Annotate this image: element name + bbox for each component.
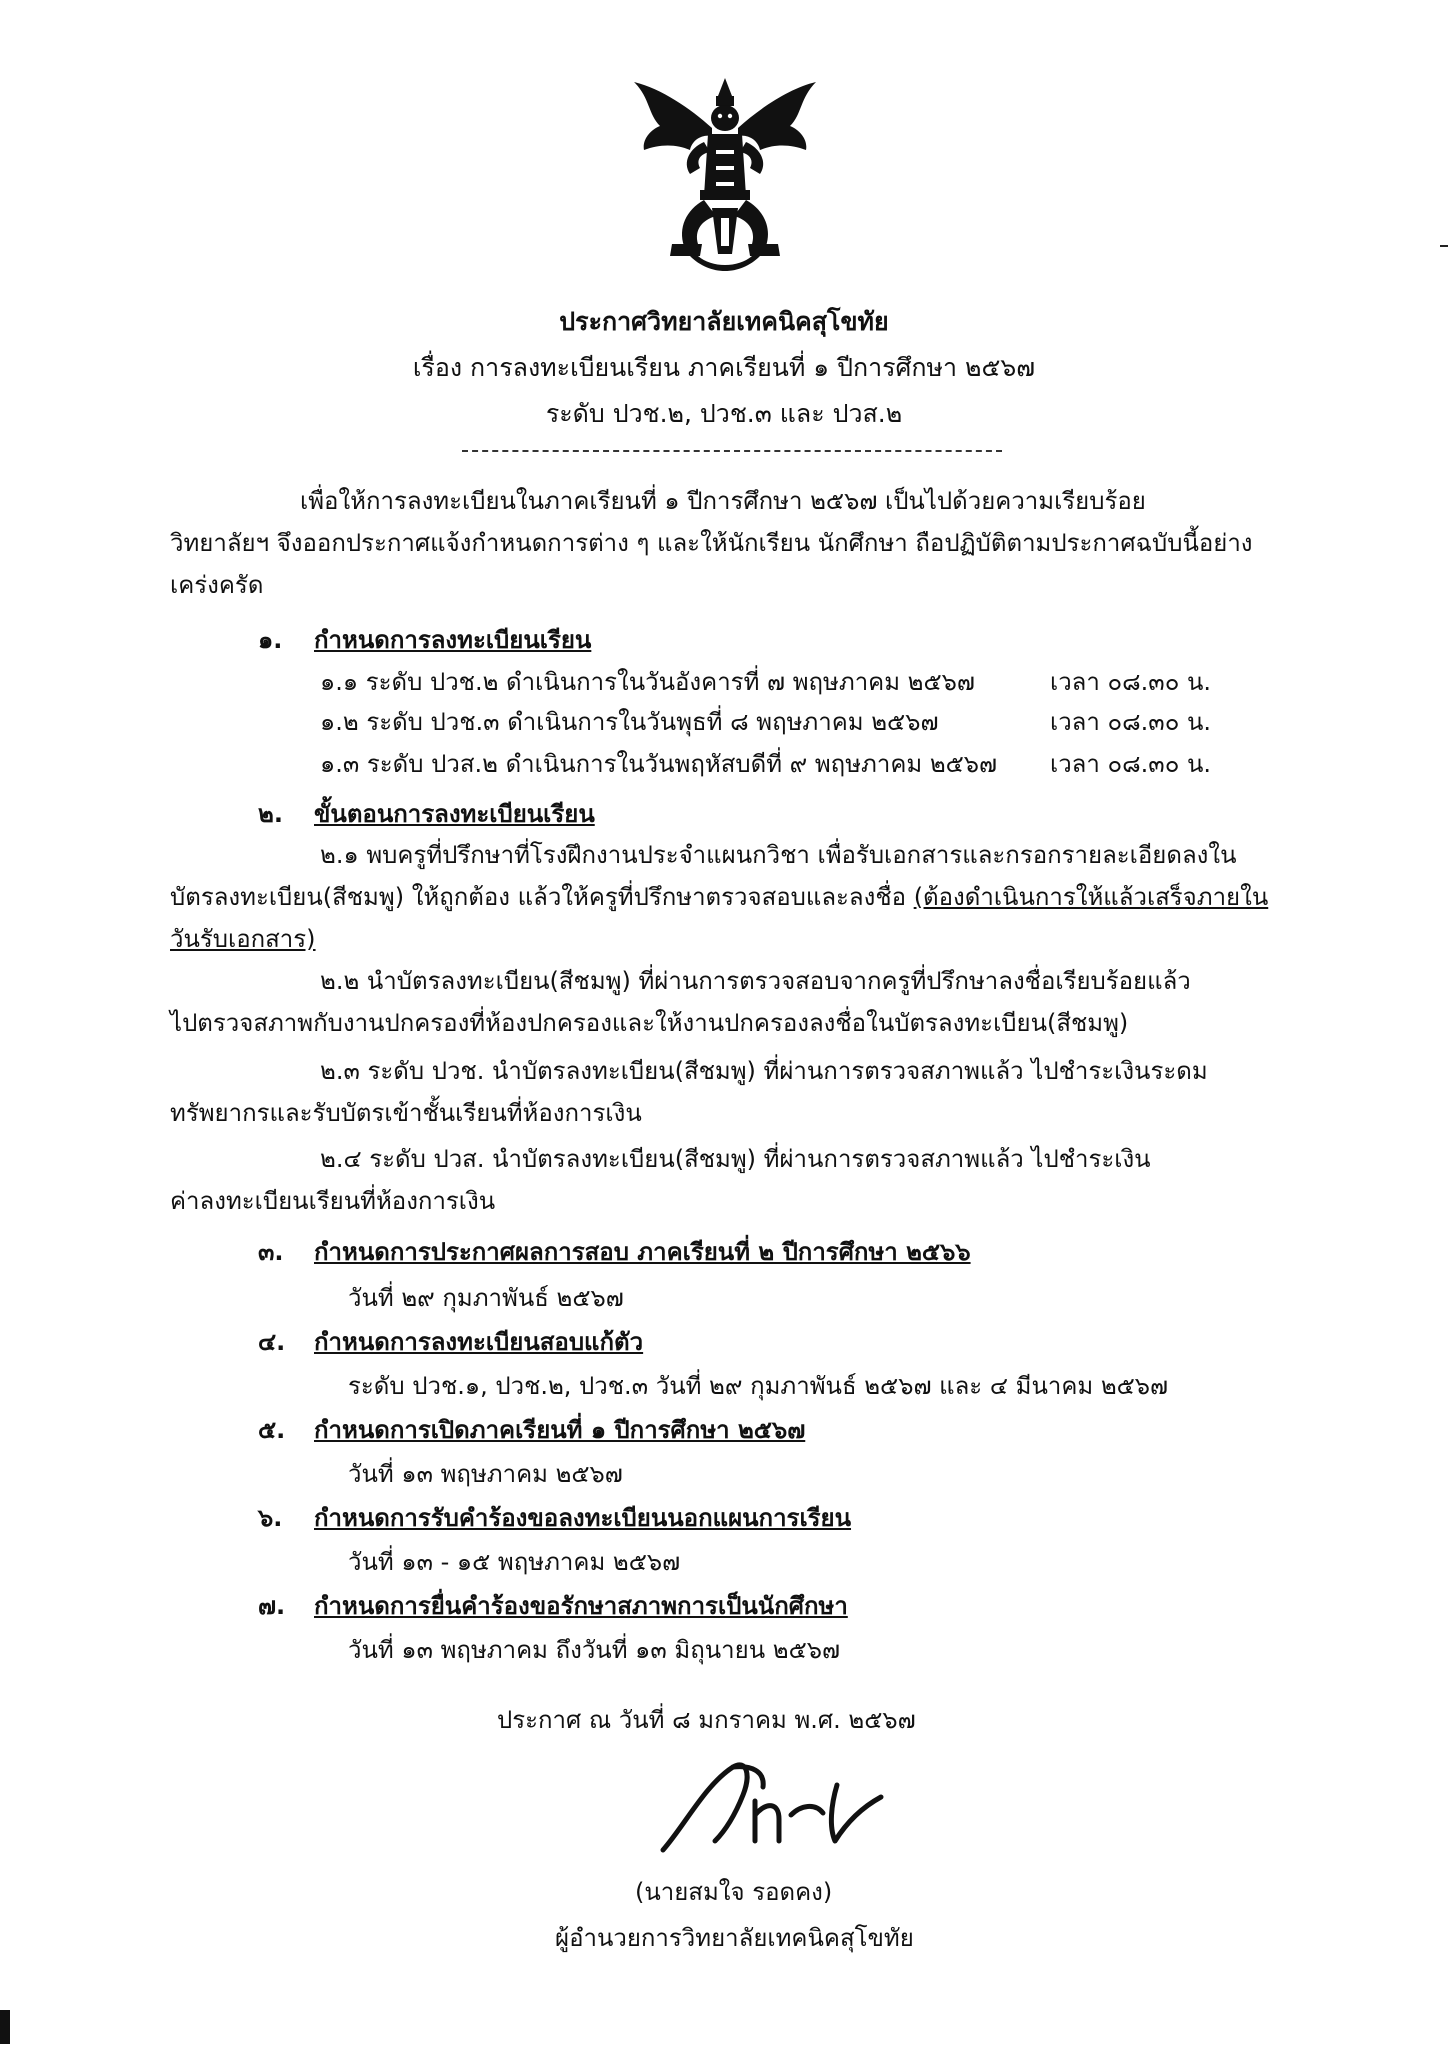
- intro-line-2: วิทยาลัยฯ จึงออกประกาศแจ้งกำหนดการต่าง ๆ และให้นักเรียน นักศึกษา ถือปฏิบัติตามประกาศฉบับนี้อย่าง: [170, 529, 1253, 557]
- director-name: (นายสมใจ รอดคง): [635, 1878, 833, 1906]
- announcement-title: ประกาศวิทยาลัยเทคนิคสุโขทัย: [559, 307, 889, 336]
- section-6-heading: [258, 1498, 851, 1537]
- announcement-subject: เรื่อง การลงทะเบียนเรียน ภาคเรียนที่ ๑ ปีการศึกษา ๒๕๖๗: [412, 353, 1036, 382]
- step-2-3-line-2: ทรัพยากรและรับบัตรเข้าชั้นเรียนที่ห้องการเงิน: [170, 1099, 642, 1127]
- step-2-1-text: บัตรลงทะเบียน(สีชมพู) ให้ถูกต้อง แล้วให้ครูที่ปรึกษาตรวจสอบและลงชื่อ: [170, 883, 914, 911]
- schedule-time-1: เวลา ๐๘.๓๐ น.: [1050, 668, 1212, 696]
- schedule-time-3: เวลา ๐๘.๓๐ น.: [1050, 750, 1212, 778]
- section-number: ๑.: [258, 626, 283, 654]
- section-5-heading: [258, 1410, 805, 1449]
- step-2-2-line-2: ไปตรวจสภาพกับงานปกครองที่ห้องปกครองและให้งานปกครองลงชื่อในบัตรลงทะเบียน(สีชมพู): [170, 1009, 1129, 1037]
- signature-icon: [655, 1745, 895, 1860]
- section-title: กำหนดการประกาศผลการสอบ ภาคเรียนที่ ๒ ปีการศึกษา ๒๕๖๖: [314, 1238, 971, 1266]
- section-title: กำหนดการรับคำร้องขอลงทะเบียนนอกแผนการเรียน: [314, 1504, 852, 1532]
- director-position: ผู้อำนวยการวิทยาลัยเทคนิคสุโขทัย: [555, 1924, 914, 1952]
- section-number: ๓.: [258, 1238, 284, 1266]
- step-2-1-line-1: ๒.๑ พบครูที่ปรึกษาที่โรงฝึกงานประจำแผนกวิชา เพื่อรับเอกสารและกรอกรายละเอียดลงใน: [320, 841, 1237, 869]
- section-2-heading: [258, 794, 595, 833]
- scan-edge-mark: [0, 2010, 10, 2044]
- step-2-4-line-2: ค่าลงทะเบียนเรียนที่ห้องการเงิน: [170, 1187, 496, 1215]
- garuda-emblem-icon: [620, 78, 830, 278]
- section-3-heading: [258, 1232, 971, 1271]
- header-divider: [462, 450, 1002, 452]
- section-3-detail: วันที่ ๒๙ กุมภาพันธ์ ๒๕๖๗: [348, 1284, 624, 1312]
- section-title: กำหนดการยื่นคำร้องขอรักษาสภาพการเป็นนักศึกษา: [314, 1592, 848, 1620]
- section-title: กำหนดการเปิดภาคเรียนที่ ๑ ปีการศึกษา ๒๕๖๗: [314, 1416, 806, 1444]
- announcement-date: ประกาศ ณ วันที่ ๘ มกราคม พ.ศ. ๒๕๖๗: [497, 1706, 916, 1734]
- section-number: ๔.: [258, 1328, 286, 1356]
- step-2-1-line-2: [170, 876, 1268, 918]
- section-title: กำหนดการลงทะเบียนเรียน: [314, 626, 592, 654]
- announcement-levels: ระดับ ปวช.๒, ปวช.๓ และ ปวส.๒: [545, 399, 903, 428]
- step-2-1-line-3: วันรับเอกสาร): [170, 925, 316, 953]
- section-6-detail: วันที่ ๑๓ - ๑๕ พฤษภาคม ๒๕๖๗: [348, 1548, 681, 1576]
- section-title: กำหนดการลงทะเบียนสอบแก้ตัว: [314, 1328, 644, 1356]
- section-4-detail: ระดับ ปวช.๑, ปวช.๒, ปวช.๓ วันที่ ๒๙ กุมภาพันธ์ ๒๕๖๗ และ ๔ มีนาคม ๒๕๖๗: [348, 1372, 1169, 1400]
- intro-line-3: เคร่งครัด: [170, 571, 264, 599]
- section-5-detail: วันที่ ๑๓ พฤษภาคม ๒๕๖๗: [348, 1460, 623, 1488]
- step-2-3-line-1: ๒.๓ ระดับ ปวช. นำบัตรลงทะเบียน(สีชมพู) ที่ผ่านการตรวจสภาพแล้ว ไปชำระเงินระดม: [320, 1057, 1208, 1085]
- intro-line-1: เพื่อให้การลงทะเบียนในภาคเรียนที่ ๑ ปีการศึกษา ๒๕๖๗ เป็นไปด้วยความเรียบร้อย: [300, 487, 1146, 515]
- step-2-4-line-1: ๒.๔ ระดับ ปวส. นำบัตรลงทะเบียน(สีชมพู) ที่ผ่านการตรวจสภาพแล้ว ไปชำระเงิน: [320, 1145, 1151, 1173]
- section-title: ขั้นตอนการลงทะเบียนเรียน: [314, 800, 595, 828]
- section-number: ๗.: [258, 1592, 286, 1620]
- section-number: ๕.: [258, 1416, 286, 1444]
- scan-tick-mark: [1440, 245, 1448, 247]
- section-7-detail: วันที่ ๑๓ พฤษภาคม ถึงวันที่ ๑๓ มิถุนายน ๒๕๖๗: [348, 1636, 841, 1664]
- section-7-heading: [258, 1586, 848, 1625]
- schedule-item-2: ๑.๒ ระดับ ปวช.๓ ดำเนินการในวันพุธที่ ๘ พฤษภาคม ๒๕๖๗: [320, 708, 939, 736]
- schedule-time-2: เวลา ๐๘.๓๐ น.: [1050, 708, 1212, 736]
- step-2-1-note: (ต้องดำเนินการให้แล้วเสร็จภายใน: [913, 883, 1269, 911]
- step-2-2-line-1: ๒.๒ นำบัตรลงทะเบียน(สีชมพู) ที่ผ่านการตรวจสอบจากครูที่ปรึกษาลงชื่อเรียบร้อยแล้ว: [320, 967, 1191, 995]
- section-4-heading: [258, 1322, 643, 1361]
- section-number: ๒.: [258, 800, 283, 828]
- section-1-heading: [258, 620, 591, 659]
- section-number: ๖.: [258, 1504, 283, 1532]
- schedule-item-3: ๑.๓ ระดับ ปวส.๒ ดำเนินการในวันพฤหัสบดีที่ ๙ พฤษภาคม ๒๕๖๗: [320, 750, 998, 778]
- schedule-item-1: ๑.๑ ระดับ ปวช.๒ ดำเนินการในวันอังคารที่ ๗ พฤษภาคม ๒๕๖๗: [320, 668, 975, 696]
